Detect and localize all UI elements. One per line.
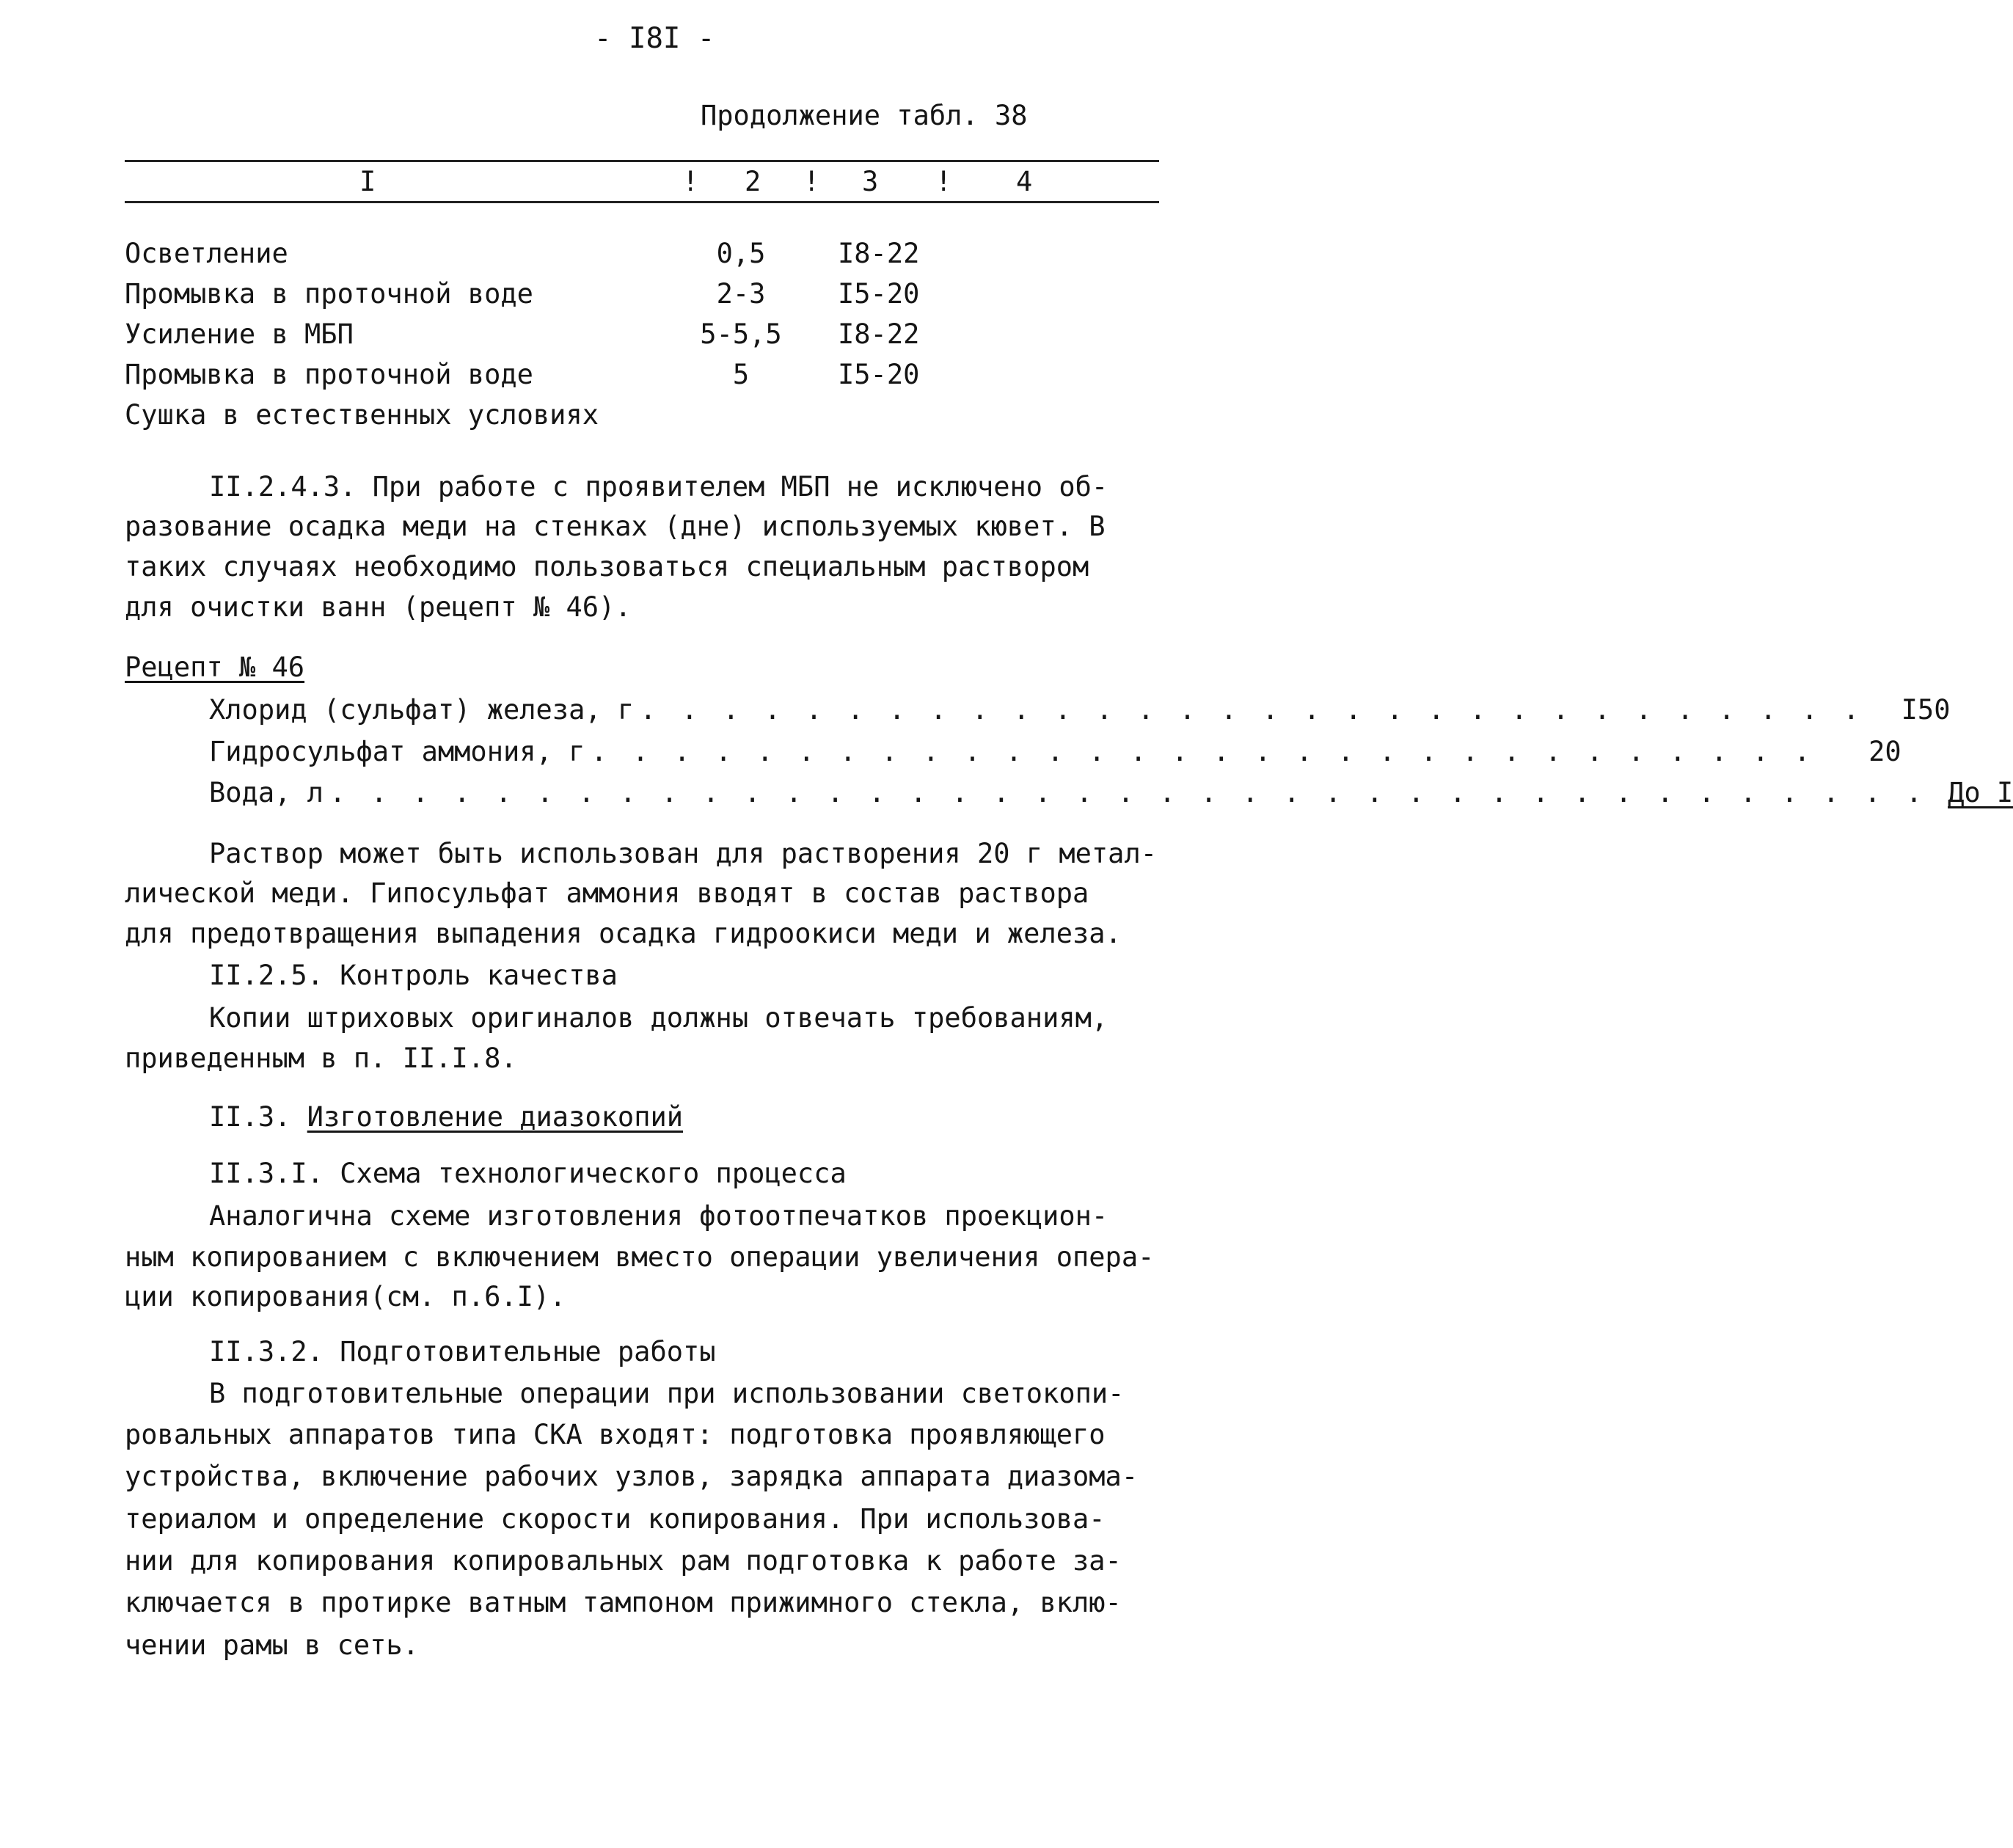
leader-dots: . . . . . . . . . . . . . . . . . . . . . . . . . . . . . .	[640, 694, 1864, 726]
table-header-separator: !	[935, 166, 952, 197]
text-line: Раствор может быть использован для растворения 20 г метал-	[209, 838, 1158, 869]
text-line: ным копированием с включением вместо операции увеличения опера-	[125, 1241, 1155, 1273]
text-line: ключается в протирке ватным тампоном прижимного стекла, вклю-	[125, 1587, 1122, 1618]
table-continuation-label: Продолжение табл. 38	[701, 100, 1028, 131]
table-row-name: Промывка в проточной воде	[125, 359, 533, 390]
table-row-col3: I5-20	[838, 359, 920, 390]
table-row-col3: I8-22	[838, 318, 920, 350]
section-heading: II.3.2. Подготовительные работы	[209, 1336, 716, 1367]
section-number: II.3.	[209, 1101, 291, 1133]
text-line: для предотвращения выпадения осадка гидроокиси меди и железа.	[125, 918, 1122, 949]
table-row-col2: 2-3	[716, 278, 766, 310]
recipe-item-value: I50	[1901, 694, 1951, 726]
table-row-col2: 5	[732, 359, 750, 390]
page-number: - I8I -	[594, 22, 715, 55]
text-line: таких случаях необходимо пользоваться специальным раствором	[125, 551, 1089, 582]
text-line: устройства, включение рабочих узлов, зарядка аппарата диазома-	[125, 1461, 1139, 1492]
table-header-col-1: I	[359, 166, 376, 197]
recipe-item	[209, 690, 1951, 731]
section-heading: II.3.I. Схема технологического процесса	[209, 1158, 847, 1189]
text-line: Копии штриховых оригиналов должны отвечать требованиям,	[209, 1002, 1108, 1034]
table-header-separator: !	[803, 166, 820, 197]
text-line: чении рамы в сеть.	[125, 1629, 419, 1661]
text-line: нии для копирования копировальных рам подготовка к работе за-	[125, 1545, 1122, 1577]
table-header-rule	[125, 201, 1159, 203]
text-line: ции копирования(см. п.6.I).	[125, 1281, 566, 1312]
table-row-name: Усиление в МБП	[125, 318, 354, 350]
table-header-separator: !	[682, 166, 699, 197]
table-header-col-3: 3	[862, 166, 879, 197]
table-header-col-2: 2	[745, 166, 761, 197]
recipe-title: Рецепт № 46	[125, 651, 305, 683]
recipe-item	[209, 731, 1901, 773]
text-line: для очистки ванн (рецепт № 46).	[125, 591, 632, 623]
section-heading: II.2.5. Контроль качества	[209, 960, 618, 991]
text-line: приведенным в п. II.I.8.	[125, 1042, 517, 1074]
text-line: В подготовительные операции при использовании светокопи-	[209, 1378, 1125, 1409]
section-title: Изготовление диазокопий	[307, 1101, 684, 1133]
table-row-name: Промывка в проточной воде	[125, 278, 533, 310]
text-line: Аналогична схеме изготовления фотоотпечатков проекцион-	[209, 1200, 1108, 1232]
recipe-item-name: Вода, л	[209, 777, 324, 808]
recipe-item-name: Гидросульфат аммония, г	[209, 736, 585, 767]
text-line: териалом и определение скорости копирования. При использова-	[125, 1503, 1106, 1535]
table-row-col2: 5-5,5	[700, 318, 782, 350]
recipe-item	[209, 773, 2013, 814]
text-line: ровальных аппаратов типа СКА входят: подготовка проявляющего	[125, 1419, 1106, 1450]
table-top-rule	[125, 160, 1159, 162]
recipe-item-value: 20	[1868, 736, 1901, 767]
table-row-name: Осветление	[125, 238, 288, 269]
recipe-item-value: До I	[1948, 777, 2013, 808]
table-row-name: Сушка в естественных условиях	[125, 399, 599, 431]
leader-dots: . . . . . . . . . . . . . . . . . . . . . . . . . . . . . . . . . . . . . . .	[329, 777, 1927, 808]
table-row-col2: 0,5	[716, 238, 766, 269]
text-line: лической меди. Гипосульфат аммония вводят в состав раствора	[125, 877, 1089, 909]
table-header-col-4: 4	[1016, 166, 1033, 197]
table-row-col3: I5-20	[838, 278, 920, 310]
text-line: разование осадка меди на стенках (дне) используемых кювет. В	[125, 511, 1106, 542]
text-line: II.2.4.3. При работе с проявителем МБП не исключено об-	[209, 471, 1108, 503]
table-row-col3: I8-22	[838, 238, 920, 269]
leader-dots: . . . . . . . . . . . . . . . . . . . . . . . . . . . . . .	[591, 736, 1815, 767]
recipe-item-name: Хлорид (сульфат) железа, г	[209, 694, 635, 726]
section-3-heading	[209, 1097, 683, 1138]
